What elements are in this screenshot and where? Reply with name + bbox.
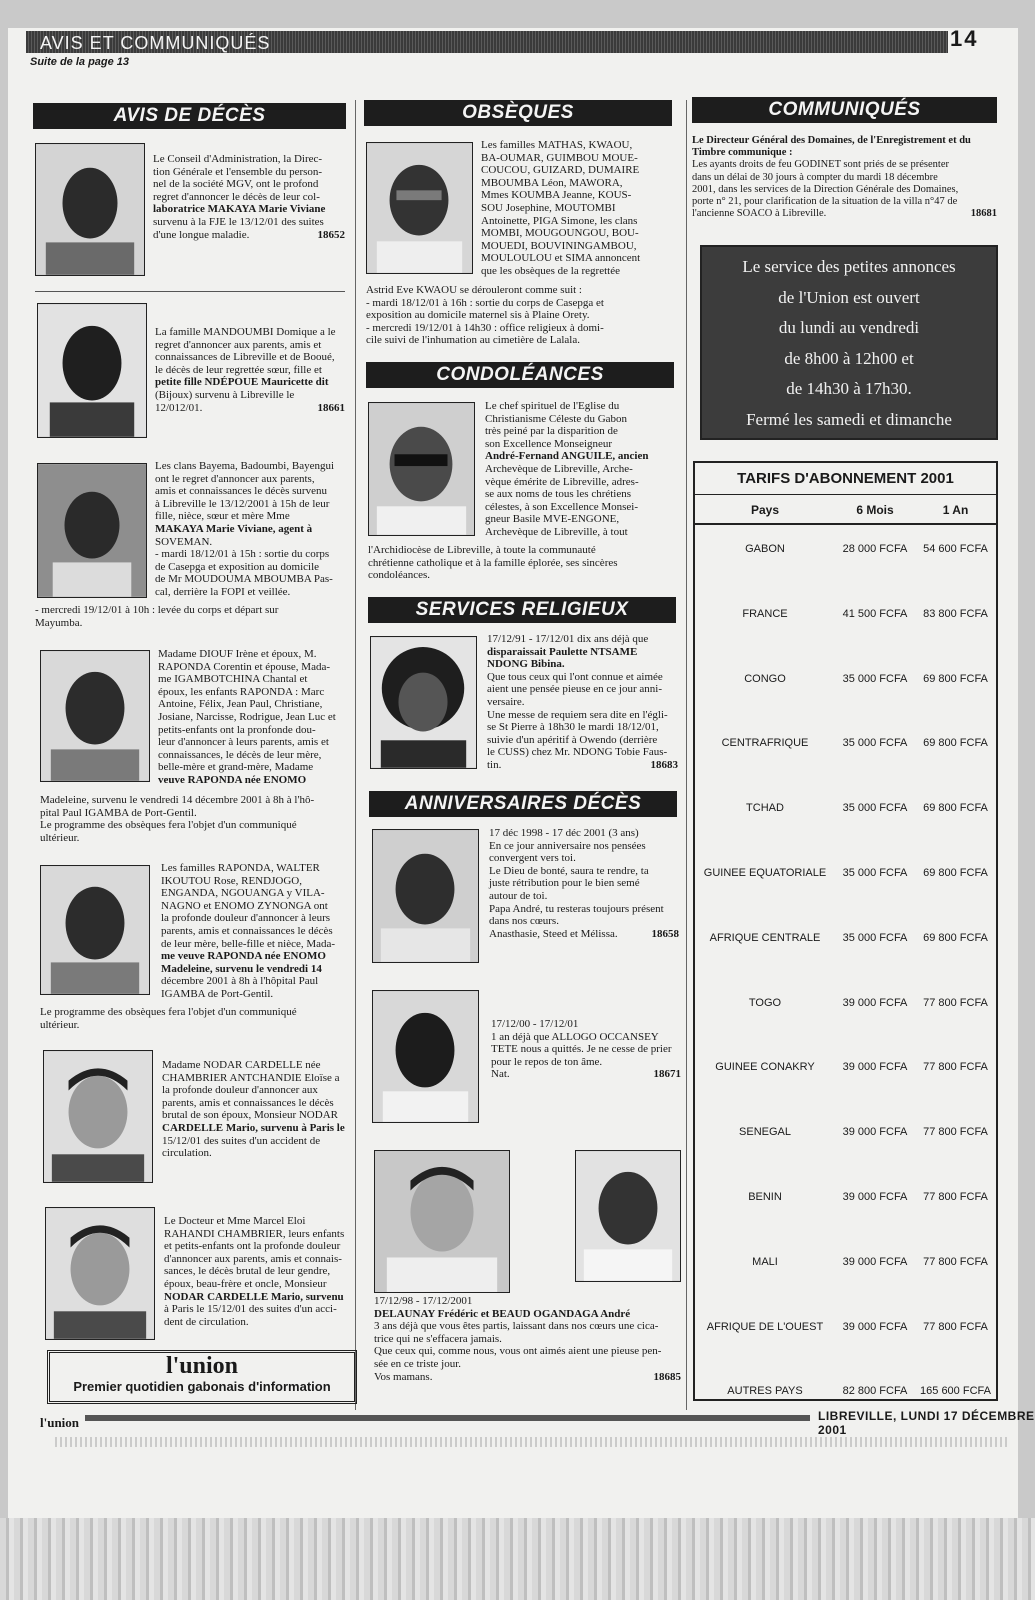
table-row [695, 1303, 996, 1368]
table-row [695, 914, 996, 979]
notice-condoleances [485, 400, 676, 539]
notice-line: En ce jour anniversaire nos pensées [489, 839, 646, 852]
notice-avis-5-tail [40, 1006, 352, 1031]
table-row [695, 979, 996, 1044]
section-title: AVIS ET COMMUNIQUÉS [40, 33, 271, 53]
notice-line: de Casepga et exposition au domicile [155, 560, 320, 573]
notice-line: DELAUNAY Frédéric et BEAUD OGANDAGA André [374, 1307, 631, 1320]
notice-line: Christianisme Céleste du Gabon [485, 412, 628, 425]
notice-line: - mercredi 19/12/01 à 10h : levée du corps et départ sur [35, 604, 279, 616]
notice-line: Mmes KOUMBA Jeanne, KOUS- [481, 189, 632, 202]
notice-line: Le Dieu de bonté, saura te rendre, ta [489, 864, 649, 877]
notice-line: parents, amis et connaissances le décès [162, 1096, 334, 1109]
notice-line: CARDELLE Mario, survenu à Paris le [162, 1121, 345, 1134]
table-row [695, 719, 996, 784]
notice-line: vèque émérite de Libreville, adres- [485, 475, 639, 488]
notice-avis-2 [155, 326, 345, 414]
notice-line: Mayumba. [35, 616, 83, 629]
notice-divider [35, 291, 345, 292]
portrait-photo [37, 303, 147, 438]
notice-line: 1 an déjà que ALLOGO OCCANSEY [491, 1030, 659, 1043]
notice-line: chrétienne catholique et à la famille éplorée, ses sincères [368, 556, 618, 569]
notice-line: le CUSS) chez Mr. NDONG Tobie Faus- [487, 746, 668, 759]
header-6-mois: 6 Mois [856, 503, 894, 517]
cell-1-an: 69 800 FCFA [923, 866, 988, 879]
notice-obseques [481, 139, 674, 278]
cell-pays: GUINEE EQUATORIALE [703, 866, 827, 879]
notice-line: cal, derrière la FOPI et veillée. [155, 585, 291, 598]
cell-1-an: 77 800 FCFA [923, 1190, 988, 1203]
notice-avis-4-tail [40, 794, 352, 844]
notice-line: Que ceux qui, comme nous, vous ont aimés aient une pieuse pen- [374, 1345, 662, 1358]
notice-avis-5 [161, 862, 351, 1001]
notice-line: Les familles RAPONDA, WALTER [161, 862, 320, 874]
notice-line: gneur Basile MVE-ENGONE, [485, 513, 620, 526]
notice-line: TETE nous a quittés. Je ne cesse de prier [491, 1043, 672, 1056]
notice-line: de Mr MOUDOUMA MBOUMBA Pas- [155, 573, 333, 586]
cell-6-mois: 35 000 FCFA [842, 866, 908, 879]
annonces-line: de l'Union est ouvert [778, 287, 920, 307]
notice-line: veuve RAPONDA née ENOMO [158, 773, 307, 786]
notice-line: d'annoncer aux parents, amis et connais- [164, 1252, 342, 1265]
notice-line: leur d'annoncer à leurs parents, amis et [158, 736, 329, 749]
portrait-photo [366, 142, 473, 274]
notice-line: Astrid Eve KWAOU se dérouleront comme suit : [366, 284, 582, 296]
notice-line [487, 759, 678, 772]
notice-line: Nat. [491, 1068, 510, 1081]
notice-line: l'ancienne SOACO à Libreville. [692, 208, 827, 220]
notice-line: IKOUTOU Rose, RENDJOGO, [161, 874, 302, 887]
notice-line: MOULOULOU et SIMA annoncent [481, 252, 641, 265]
notice-line: me IGAMBOTCHINA Chantal et [158, 673, 308, 686]
portrait-photo [35, 143, 145, 276]
header-pays: Pays [750, 503, 780, 517]
cell-6-mois: 35 000 FCFA [842, 931, 908, 944]
cell-6-mois: 35 000 FCFA [842, 802, 908, 815]
notice-line: porte n° 21, pour clarification de la situation de la villa n°47 de [692, 196, 958, 208]
notice-ref: 18681 [970, 208, 997, 220]
notice-line: 3 ans déjà que vous êtes partis, laissant dans nos cœurs une cica- [374, 1320, 659, 1333]
notice-line: NODAR CARDELLE Mario, survenu [164, 1290, 344, 1303]
notice-line: la profonde douleur d'annoncer aux [162, 1084, 318, 1097]
notice-line: circulation. [162, 1147, 212, 1160]
cell-pays: TCHAD [746, 802, 784, 815]
cell-6-mois: 39 000 FCFA [842, 1126, 908, 1139]
cell-1-an: 69 800 FCFA [923, 802, 988, 815]
notice-line: COUCOU, GUIZARD, DUMAIRE [481, 164, 640, 177]
notice-line: Madame NODAR CARDELLE née [162, 1059, 321, 1071]
notice-anniversaire-1 [489, 827, 679, 940]
notice-line: survenu à la FJE le 13/12/01 des suites [153, 215, 324, 228]
cell-6-mois: 35 000 FCFA [842, 672, 908, 685]
notice-line: Les clans Bayema, Badoumbi, Bayengui [155, 460, 335, 472]
tarifs-title: TARIFS D'ABONNEMENT 2001 [695, 463, 996, 495]
notice-avis-4 [158, 648, 347, 787]
notice-line: suivie d'un apéritif à Owendo (derrière [487, 733, 658, 746]
notice-line: La famille MANDOUMBI Domique a le [155, 326, 336, 338]
notice-line: que les obsèques de la regrettée [481, 264, 620, 277]
portrait-photo [370, 636, 477, 769]
notice-line: Anasthasie, Steed et Mélissa. [489, 927, 618, 940]
notice-line: 15/12/01 des suites d'un accident de [162, 1134, 321, 1147]
notice-line: et petits-enfants ont la profonde douleur [164, 1240, 341, 1253]
portrait-photo [45, 1207, 155, 1340]
portrait-photo [40, 650, 150, 782]
cell-6-mois: 39 000 FCFA [842, 1320, 908, 1333]
notice-line: NDONG Bibina. [487, 658, 565, 671]
notice-line: - mardi 18/12/01 à 16h : sortie du corps de Casepga et [366, 296, 604, 309]
union-logo: l'union [165, 1353, 239, 1379]
notice-line: la profonde douleur d'annoncer à leurs [161, 912, 331, 925]
notice-line: 17/12/91 - 17/12/01 dix ans déjà que [487, 633, 649, 645]
notice-line: Archevèque de Libreville, Arche- [485, 462, 633, 475]
notice-line: d'une longue maladie. [153, 228, 250, 241]
notice-line: Une messe de requiem sera dite en l'égli- [487, 708, 668, 721]
cell-1-an: 77 800 FCFA [923, 996, 988, 1009]
notice-line: Le Directeur Général des Domaines, de l'Enregistrement et du [692, 135, 971, 146]
column-divider [686, 100, 687, 1410]
notice-line: Archevèque de Libreville, à tout [485, 525, 628, 538]
notice-line: - mardi 18/12/01 à 15h : sortie du corps [155, 548, 330, 561]
communiques-heading: COMMUNIQUÉS [692, 97, 997, 123]
cell-1-an: 77 800 FCFA [923, 1126, 988, 1139]
notice-line: MOUEDI, BOUVININGAMBOU, [481, 239, 637, 252]
portrait-photo [40, 865, 150, 995]
notice-ref: 18661 [317, 401, 345, 414]
notice-line: Madeleine, survenu le vendredi 14 décembre 2001 à 8h à l'hô- [40, 794, 315, 806]
annonces-line: Fermé les samedi et dimanche [746, 409, 952, 429]
cell-pays: AUTRES PAYS [727, 1385, 803, 1398]
notice-line: 17 déc 1998 - 17 déc 2001 (3 ans) [489, 827, 639, 839]
notice-line: RAPONDA Corentin et épouse, Mada- [158, 660, 331, 673]
notice-services [487, 633, 678, 772]
notice-line: 2001, dans les services de la Direction Générale des Domaines, [692, 183, 959, 195]
cell-6-mois: 39 000 FCFA [842, 1255, 908, 1268]
cell-6-mois: 82 800 FCFA [842, 1385, 908, 1398]
notice-line: sances, le décès brutal de leur gendre, [164, 1265, 331, 1278]
notice-line: juste rétribution pour le bien semé [489, 877, 640, 890]
notice-line [491, 1068, 681, 1081]
notice-line: SOVEMAN. [155, 535, 213, 548]
annonces-line: de 8h00 à 12h00 et [784, 348, 914, 368]
table-row [695, 1108, 996, 1173]
table-row [695, 1173, 996, 1238]
cell-pays: FRANCE [742, 607, 788, 620]
notice-line: ultérieur. [40, 1018, 80, 1031]
notice-line: (Bijoux) survenu à Libreville le [155, 388, 295, 401]
notice-line: petits-enfants ont la pronfonde dou- [158, 723, 316, 736]
notice-line: Antoinette, PIGA Simone, les clans [481, 214, 638, 227]
cell-pays: SENEGAL [739, 1126, 791, 1139]
avis-deces-heading: AVIS DE DÉCÈS [33, 103, 346, 129]
notice-line: Le programme des obsèques fera l'objet d'un communiqué [40, 1006, 297, 1018]
cell-6-mois: 39 000 FCFA [842, 1061, 908, 1074]
notice-avis-6 [162, 1059, 352, 1160]
notice-line: - mercredi 19/12/01 à 14h30 : office religieux à domi- [366, 321, 604, 334]
notice-line: tion Générale et l'ensemble du person- [153, 165, 323, 178]
notice-avis-3-tail [35, 604, 347, 629]
notice-line: SOU Josephine, MOUTOMBI [481, 201, 616, 214]
notice-condoleances-tail [368, 544, 676, 582]
cell-pays: GUINEE CONAKRY [715, 1061, 815, 1074]
notice-anniversaire-3 [374, 1295, 681, 1383]
footer-pattern [55, 1437, 1010, 1447]
cell-6-mois: 41 500 FCFA [842, 607, 908, 620]
notice-line: de leur mère, belle-fille et nièce, Mada- [161, 937, 336, 950]
cell-1-an: 83 800 FCFA [923, 607, 988, 620]
cell-pays: BENIN [748, 1190, 782, 1203]
cell-pays: MALI [752, 1255, 778, 1268]
notice-line: disparaissait Paulette NTSAME [487, 645, 638, 658]
annonces-line: du lundi au vendredi [778, 318, 920, 337]
continued-note: Suite de la page 13 [30, 56, 130, 68]
notice-line: Le programme des obsèques fera l'objet d'un communiqué [40, 819, 297, 832]
notice-line: MAKAYA Marie Viviane, agent à [155, 522, 313, 535]
notice-line: Le Conseil d'Administration, la Direc- [153, 153, 323, 165]
notice-line: ont le regret d'annoncer aux parents, [155, 472, 315, 485]
notice-ref: 18658 [651, 927, 679, 940]
notice-line: à Libreville le 13/12/2001 à 15h de leur [155, 497, 330, 510]
notice-ref: 18671 [653, 1068, 681, 1081]
notice-line: laboratrice MAKAYA Marie Viviane [153, 203, 326, 216]
condoleances-heading: CONDOLÉANCES [366, 362, 674, 388]
notice-line: dent de circulation. [164, 1315, 249, 1328]
page-number: 14 [950, 26, 979, 51]
notice-avis-1 [153, 153, 345, 241]
cell-6-mois: 28 000 FCFA [842, 543, 908, 555]
notice-line: Madeleine, survenu le vendredi 14 [161, 962, 322, 975]
notice-line: son Excellence Monseigneur [485, 437, 613, 450]
notice-obseques-tail [366, 284, 676, 347]
column-divider [355, 100, 356, 1410]
notice-line: dans un délai de 30 jours à compter du mardi 18 décembre [692, 171, 938, 183]
services-religieux-heading: SERVICES RELIGIEUX [368, 597, 676, 623]
cell-6-mois: 35 000 FCFA [842, 737, 908, 750]
notice-line: Timbre communique : [692, 147, 793, 159]
tarifs-table [693, 461, 998, 1401]
cell-pays: AFRIQUE DE L'OUEST [706, 1320, 824, 1333]
notice-line: célestes, à son Excellence Monsei- [485, 500, 639, 513]
notice-line: pour le repos de ton âme. [491, 1055, 603, 1068]
notice-line: condoléances. [368, 569, 430, 582]
notice-line [374, 1371, 681, 1384]
footer-logo: l'union [40, 1415, 85, 1431]
anniversaires-deces-heading: ANNIVERSAIRES DÉCÈS [369, 791, 677, 817]
table-row [695, 849, 996, 914]
notice-line: nel de la société MGV, ont le profond [153, 178, 319, 191]
tarifs-header-row [695, 495, 996, 525]
portrait-photo [368, 402, 475, 536]
notice-line: pital Paul IGAMBA de Port-Gentil. [40, 806, 197, 819]
notice-avis-3 [155, 460, 347, 599]
notice-line: amis et connaissances le décès survenu [155, 485, 327, 498]
notice-line: BA-OUMAR, GUIMBOU MOUE- [481, 151, 638, 164]
notice-line: se St Pierre à 18h30 le mardi 18/12/01, [487, 721, 659, 734]
cell-1-an: 69 800 FCFA [923, 737, 988, 750]
notice-line [153, 229, 345, 242]
notice-line: brutal de son époux, Monsieur NODAR [162, 1109, 338, 1122]
notice-line: fille, nièce, sœur et mère Mme [155, 510, 290, 523]
notice-line: Vos mamans. [374, 1370, 433, 1383]
annonces-line: de 14h30 à 17h30. [786, 379, 912, 398]
table-row [695, 590, 996, 655]
notice-line: Le chef spirituel de l'Eglise du [485, 400, 620, 412]
notice-line: CHAMBRIER ANTCHANDIE Eloïse a [162, 1071, 340, 1084]
notice-line: André-Fernand ANGUILE, ancien [485, 450, 649, 463]
table-row [695, 1238, 996, 1303]
portrait-photo [575, 1150, 681, 1282]
annonces-line: Le service des petites annonces [742, 257, 956, 276]
notice-line: Antoine, Félix, Jean Paul, Christiane, [158, 698, 323, 711]
portrait-photo [372, 829, 479, 963]
notice-line: ENGANDA, NGOUANGA y VILA- [161, 887, 325, 900]
union-tagline: Premier quotidien gabonais d'information [73, 1379, 331, 1394]
notice-line [155, 402, 345, 415]
notice-line: époux, les enfants RAPONDA : Marc [158, 685, 325, 698]
cell-1-an: 54 600 FCFA [923, 543, 988, 555]
notice-line: Le Docteur et Mme Marcel Eloi [164, 1215, 306, 1227]
notice-line: l'Archidiocèse de Libreville, à toute la communauté [368, 544, 596, 556]
notice-line: dans nos cœurs. [489, 915, 559, 928]
union-promo-box [47, 1350, 357, 1404]
notice-line: convergent vers toi. [489, 852, 576, 865]
header-1-an: 1 An [942, 503, 969, 517]
notice-line: sée en ce triste jour. [374, 1357, 462, 1370]
notice-line: à Paris le 15/12/01 des suites d'un acci- [164, 1303, 337, 1316]
notice-line: aient une pensée pieuse en ce jour anni- [487, 683, 663, 696]
notice-ref: 18683 [650, 758, 678, 771]
notice-line: décembre 2001 à 8h à l'hôpital Paul [161, 975, 319, 988]
notice-line: regret d'annoncer aux parents, amis et [155, 338, 322, 351]
notice-line: tin. [487, 758, 502, 771]
notice-line: RAHANDI CHAMBRIER, leurs enfants [164, 1227, 345, 1240]
notice-line [692, 208, 997, 220]
notice-communique [692, 135, 997, 220]
notice-line: 17/12/98 - 17/12/2001 [374, 1295, 473, 1307]
table-row [695, 1043, 996, 1108]
footer-date: LIBREVILLE, LUNDI 17 DÉCEMBRE 2001 [818, 1409, 1035, 1437]
notice-line: connaissances de Libreville et de Booué, [155, 351, 335, 364]
notice-line: Que tous ceux qui l'ont connue et aimée [487, 670, 663, 683]
notice-line: IGAMBA de Port-Gentil. [161, 987, 274, 1000]
cell-1-an: 77 800 FCFA [923, 1320, 988, 1333]
notice-line: trice qui ne s'effacera jamais. [374, 1332, 502, 1345]
footer-bar [40, 1415, 810, 1421]
cell-pays: GABON [745, 543, 785, 555]
table-row [695, 655, 996, 720]
notice-line: Josiane, Narcisse, Rodrigue, Jean Luc et [158, 710, 336, 723]
notice-line: très peiné par la disparition de [485, 425, 618, 438]
obseques-heading: OBSÈQUES [364, 100, 672, 126]
cell-pays: CENTRAFRIQUE [721, 737, 809, 750]
table-row [695, 525, 996, 590]
notice-line: 12/012/01. [155, 401, 203, 414]
notice-line: époux, beau-frère et oncle, Monsieur [164, 1277, 327, 1290]
scan-background [0, 1518, 1035, 1600]
notice-line: NAGNO et ENOMO ZYNONGA ont [161, 899, 328, 912]
notice-line: Madame DIOUF Irène et époux, M. [158, 648, 317, 660]
notice-line: le décès de leur regrettée sœur, fille et [155, 363, 322, 376]
cell-1-an: 69 800 FCFA [923, 931, 988, 944]
portrait-photo [37, 463, 147, 598]
cell-1-an: 69 800 FCFA [923, 672, 988, 685]
notice-anniversaire-2 [491, 1018, 681, 1081]
cell-pays: TOGO [748, 996, 782, 1009]
portrait-photo [374, 1150, 510, 1293]
cell-6-mois: 39 000 FCFA [842, 996, 908, 1009]
cell-pays: CONGO [744, 672, 786, 685]
notice-line: exposition au domicile maternel sis à Plaine Orety. [366, 309, 590, 322]
notice-line: cile suivi de l'inhumation au cimetière de Lalala. [366, 334, 580, 347]
notice-line: me veuve RAPONDA née ENOMO [161, 950, 326, 963]
cell-1-an: 165 600 FCFA [920, 1385, 991, 1398]
notice-ref: 18652 [317, 228, 345, 241]
notice-line: Les ayants droits de feu GODINET sont priés de se présenter [692, 159, 949, 171]
notice-line: versaire. [487, 695, 525, 708]
notice-line [489, 928, 679, 941]
notice-line: parents, amis et connaissances le décès [161, 924, 333, 937]
portrait-photo [43, 1050, 153, 1183]
cell-6-mois: 39 000 FCFA [842, 1190, 908, 1203]
petites-annonces-box [700, 245, 998, 440]
notice-line: regret d'annoncer le décès de leur col- [153, 190, 320, 203]
notice-line: se aux noms de tous les chrétiens [485, 488, 632, 501]
notice-line: Papa André, tu resteras toujours présent [489, 902, 664, 915]
notice-line: 17/12/00 - 17/12/01 [491, 1018, 579, 1030]
notice-avis-7 [164, 1215, 354, 1328]
cell-1-an: 77 800 FCFA [923, 1061, 988, 1074]
notice-line: connaissances, le décès de leur mère, [158, 748, 322, 761]
table-row [695, 784, 996, 849]
notice-ref: 18685 [653, 1370, 681, 1383]
cell-pays: AFRIQUE CENTRALE [709, 931, 821, 944]
portrait-photo [372, 990, 479, 1123]
notice-line: petite fille NDÉPOUE Mauricette dit [155, 376, 329, 389]
notice-line: MBOUMBA Léon, MAWORA, [481, 176, 623, 189]
cell-1-an: 77 800 FCFA [923, 1255, 988, 1268]
notice-line: MOMBI, MOUGOUNGOU, BOU- [481, 227, 639, 240]
notice-line: ultérieur. [40, 831, 80, 844]
notice-line: autour de toi. [489, 889, 548, 902]
notice-line: belle-mère et grand-mère, Madame [158, 761, 314, 774]
notice-line: Les familles MATHAS, KWAOU, [481, 139, 633, 151]
